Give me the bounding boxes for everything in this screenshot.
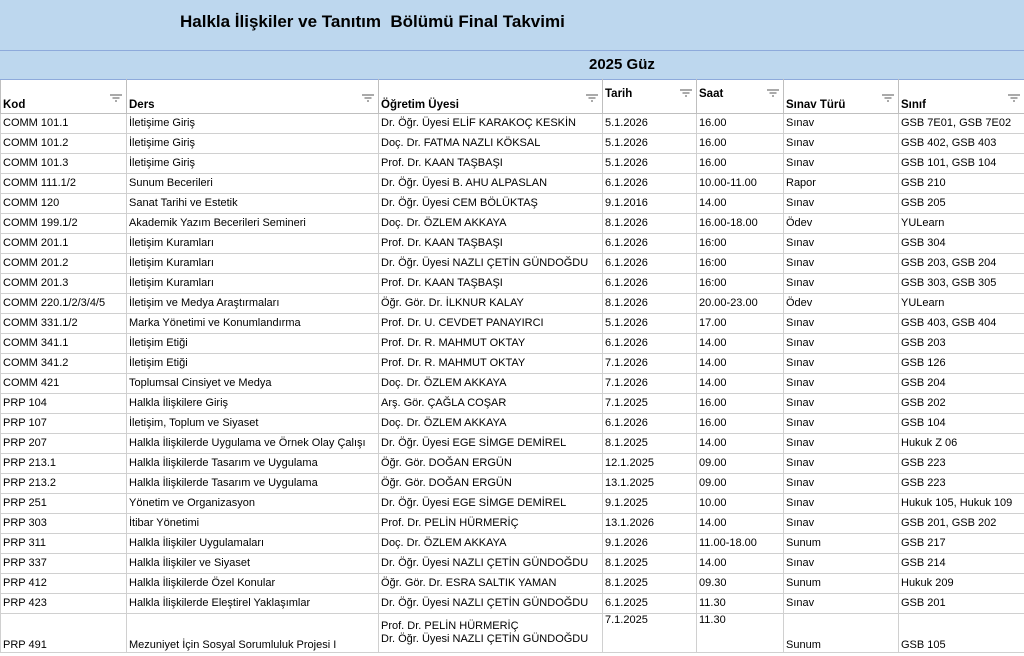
cell-sinif[interactable]: GSB 7E01, GSB 7E02 (899, 114, 1024, 134)
cell-ders[interactable]: Halkla İlişkilere Giriş (127, 394, 379, 414)
table-row (1, 254, 1024, 274)
cell-saat[interactable]: 09.30 (697, 574, 784, 594)
cell-tarih[interactable]: 5.1.2026 (603, 134, 697, 154)
cell-tarih[interactable]: 6.1.2026 (603, 274, 697, 294)
header-tarih[interactable]: Tarih (603, 80, 697, 114)
cell-saat[interactable]: 14.00 (697, 374, 784, 394)
page-title: Halkla İlişkiler ve Tanıtım Bölümü Final Takvimi (180, 12, 565, 31)
instructor-line: Prof. Dr. PELİN HÜRMERİÇ (381, 620, 519, 632)
cell-ders[interactable]: İletişim ve Medya Araştırmaları (127, 294, 379, 314)
cell-kod[interactable]: PRP 337 (1, 554, 127, 574)
cell-sinif[interactable]: GSB 223 (899, 474, 1024, 494)
cell-saat[interactable]: 11.30 (697, 594, 784, 614)
cell-kod[interactable]: COMM 120 (1, 194, 127, 214)
cell-sinav-turu[interactable]: Sınav (784, 414, 899, 434)
table-row (1, 294, 1024, 314)
cell-ogretim-uyesi[interactable]: Doç. Dr. ÖZLEM AKKAYA (379, 214, 603, 234)
cell-sinav-turu[interactable]: Rapor (784, 174, 899, 194)
cell-kod[interactable]: PRP 107 (1, 414, 127, 434)
cell-ders[interactable]: Halkla İlişkilerde Uygulama ve Örnek Olay Çalışı (127, 434, 379, 454)
header-row (1, 80, 1024, 114)
cell-ders[interactable]: İletişim Kuramları (127, 254, 379, 274)
cell-tarih[interactable]: 6.1.2025 (603, 594, 697, 614)
cell-sinif[interactable]: GSB 203 (899, 334, 1024, 354)
cell-sinav-turu[interactable]: Sınav (784, 254, 899, 274)
cell-tarih[interactable]: 5.1.2026 (603, 154, 697, 174)
cell-ders[interactable]: İletişim Kuramları (127, 234, 379, 254)
cell-sinif[interactable]: GSB 304 (899, 234, 1024, 254)
cell-sinif[interactable]: GSB 214 (899, 554, 1024, 574)
cell-kod[interactable]: PRP 213.2 (1, 474, 127, 494)
cell-tarih[interactable]: 6.1.2026 (603, 414, 697, 434)
cell-ders[interactable]: İletişime Giriş (127, 114, 379, 134)
table-row (1, 154, 1024, 174)
cell-saat[interactable]: 14.00 (697, 554, 784, 574)
table-row (1, 114, 1024, 134)
cell-sinif[interactable]: YULearn (899, 214, 1024, 234)
cell-ders[interactable]: Toplumsal Cinsiyet ve Medya (127, 374, 379, 394)
cell-tarih[interactable]: 9.1.2016 (603, 194, 697, 214)
cell-kod[interactable]: PRP 251 (1, 494, 127, 514)
table-row (1, 414, 1024, 434)
cell-saat[interactable]: 14.00 (697, 354, 784, 374)
cell-sinif[interactable]: GSB 105 (899, 614, 1024, 653)
cell-ders[interactable]: Yönetim ve Organizasyon (127, 494, 379, 514)
cell-kod[interactable]: COMM 199.1/2 (1, 214, 127, 234)
cell-tarih[interactable]: 12.1.2025 (603, 454, 697, 474)
cell-saat[interactable]: 16.00 (697, 114, 784, 134)
cell-saat[interactable]: 16:00 (697, 274, 784, 294)
cell-tarih[interactable]: 6.1.2026 (603, 254, 697, 274)
cell-saat[interactable]: 16.00 (697, 154, 784, 174)
cell-ogretim-uyesi[interactable]: Dr. Öğr. Üyesi ELİF KARAKOÇ KESKİN (379, 114, 603, 134)
table-row (1, 574, 1024, 594)
cell-kod[interactable]: COMM 421 (1, 374, 127, 394)
table-row (1, 134, 1024, 154)
cell-kod[interactable]: COMM 341.1 (1, 334, 127, 354)
cell-sinif[interactable]: GSB 217 (899, 534, 1024, 554)
cell-ders[interactable]: Halkla İlişkiler Uygulamaları (127, 534, 379, 554)
cell-saat[interactable]: 09.00 (697, 474, 784, 494)
cell-kod[interactable]: COMM 220.1/2/3/4/5 (1, 294, 127, 314)
semester-label: 2025 Güz (589, 56, 655, 73)
cell-sinav-turu[interactable]: Ödev (784, 294, 899, 314)
cell-ogretim-uyesi[interactable]: Prof. Dr. R. MAHMUT OKTAY (379, 354, 603, 374)
cell-kod[interactable]: COMM 101.2 (1, 134, 127, 154)
filter-icon[interactable] (110, 94, 122, 102)
cell-sinav-turu[interactable]: Sınav (784, 234, 899, 254)
cell-saat[interactable]: 16.00-18.00 (697, 214, 784, 234)
cell-ders[interactable]: İletişime Giriş (127, 154, 379, 174)
cell-tarih[interactable]: 7.1.2025 (603, 614, 697, 653)
table-row (1, 234, 1024, 254)
cell-ogretim-uyesi[interactable]: Arş. Gör. ÇAĞLA COŞAR (379, 394, 603, 414)
cell-ogretim-uyesi[interactable] (379, 614, 603, 653)
cell-sinav-turu[interactable]: Sınav (784, 134, 899, 154)
instructor-line: Dr. Öğr. Üyesi NAZLI ÇETİN GÜNDOĞDU (381, 633, 589, 645)
cell-ders[interactable]: İletişim Etiği (127, 354, 379, 374)
cell-kod[interactable]: PRP 104 (1, 394, 127, 414)
cell-sinif[interactable]: Hukuk Z 06 (899, 434, 1024, 454)
cell-ogretim-uyesi[interactable]: Dr. Öğr. Üyesi NAZLI ÇETİN GÜNDOĞDU (379, 254, 603, 274)
table-row (1, 594, 1024, 614)
title-band (0, 0, 1024, 51)
cell-ders[interactable]: Halkla İlişkilerde Tasarım ve Uygulama (127, 474, 379, 494)
cell-sinav-turu[interactable]: Sunum (784, 534, 899, 554)
cell-sinav-turu[interactable]: Sınav (784, 194, 899, 214)
cell-ogretim-uyesi[interactable]: Öğr. Gör. Dr. İLKNUR KALAY (379, 294, 603, 314)
cell-saat[interactable]: 16:00 (697, 254, 784, 274)
cell-ders[interactable]: Marka Yönetimi ve Konumlandırma (127, 314, 379, 334)
table-row (1, 494, 1024, 514)
table-row (1, 434, 1024, 454)
cell-saat[interactable]: 14.00 (697, 434, 784, 454)
cell-ogretim-uyesi[interactable]: Dr. Öğr. Üyesi NAZLI ÇETİN GÜNDOĞDU (379, 594, 603, 614)
cell-kod[interactable]: PRP 207 (1, 434, 127, 454)
cell-ders[interactable]: İletişime Giriş (127, 134, 379, 154)
header-kod[interactable]: Kod (1, 80, 127, 114)
table-row (1, 474, 1024, 494)
header-saat[interactable]: Saat (697, 80, 784, 114)
cell-tarih[interactable]: 9.1.2026 (603, 534, 697, 554)
cell-saat[interactable]: 20.00-23.00 (697, 294, 784, 314)
cell-tarih[interactable]: 6.1.2026 (603, 174, 697, 194)
cell-sinav-turu[interactable]: Sınav (784, 434, 899, 454)
filter-icon[interactable] (680, 89, 692, 97)
table-row (1, 174, 1024, 194)
cell-tarih[interactable]: 5.1.2026 (603, 314, 697, 334)
cell-ogretim-uyesi[interactable]: Dr. Öğr. Üyesi B. AHU ALPASLAN (379, 174, 603, 194)
cell-ders[interactable]: Sunum Becerileri (127, 174, 379, 194)
table-row (1, 394, 1024, 414)
cell-saat[interactable]: 10.00 (697, 494, 784, 514)
cell-sinif[interactable]: GSB 204 (899, 374, 1024, 394)
cell-tarih[interactable]: 8.1.2025 (603, 574, 697, 594)
cell-kod[interactable]: COMM 201.1 (1, 234, 127, 254)
cell-ogretim-uyesi[interactable]: Dr. Öğr. Üyesi EGE SİMGE DEMİREL (379, 434, 603, 454)
cell-sinif[interactable]: Hukuk 105, Hukuk 109 (899, 494, 1024, 514)
cell-kod[interactable]: PRP 412 (1, 574, 127, 594)
cell-sinav-turu[interactable]: Sınav (784, 114, 899, 134)
cell-saat[interactable]: 14.00 (697, 334, 784, 354)
cell-sinif[interactable]: GSB 201, GSB 202 (899, 514, 1024, 534)
cell-sinav-turu[interactable]: Sınav (784, 514, 899, 534)
cell-ogretim-uyesi[interactable]: Doç. Dr. ÖZLEM AKKAYA (379, 414, 603, 434)
cell-ogretim-uyesi[interactable]: Dr. Öğr. Üyesi NAZLI ÇETİN GÜNDOĞDU (379, 554, 603, 574)
table-row (1, 194, 1024, 214)
cell-kod[interactable]: COMM 111.1/2 (1, 174, 127, 194)
cell-ogretim-uyesi[interactable]: Prof. Dr. PELİN HÜRMERİÇ (379, 514, 603, 534)
cell-tarih[interactable]: 13.1.2026 (603, 514, 697, 534)
filter-icon[interactable] (586, 94, 598, 102)
cell-kod[interactable]: PRP 491 (1, 614, 127, 653)
cell-saat[interactable]: 16.00 (697, 394, 784, 414)
cell-saat[interactable]: 09.00 (697, 454, 784, 474)
cell-kod[interactable]: COMM 101.3 (1, 154, 127, 174)
cell-sinav-turu[interactable]: Sunum (784, 574, 899, 594)
cell-saat[interactable]: 14.00 (697, 194, 784, 214)
exam-schedule-table (0, 79, 1024, 653)
cell-sinav-turu[interactable]: Sunum (784, 614, 899, 653)
cell-sinav-turu[interactable]: Sınav (784, 274, 899, 294)
cell-ogretim-uyesi[interactable]: Doç. Dr. ÖZLEM AKKAYA (379, 374, 603, 394)
table-body (1, 114, 1024, 653)
cell-sinav-turu[interactable]: Ödev (784, 214, 899, 234)
cell-sinif[interactable]: GSB 303, GSB 305 (899, 274, 1024, 294)
cell-kod[interactable]: COMM 341.2 (1, 354, 127, 374)
cell-sinif[interactable]: GSB 403, GSB 404 (899, 314, 1024, 334)
semester-band (0, 51, 1024, 80)
cell-kod[interactable]: COMM 201.3 (1, 274, 127, 294)
cell-saat[interactable]: 16.00 (697, 134, 784, 154)
cell-ders[interactable]: İletişim Kuramları (127, 274, 379, 294)
cell-sinav-turu[interactable]: Sınav (784, 494, 899, 514)
cell-ders[interactable]: Akademik Yazım Becerileri Semineri (127, 214, 379, 234)
cell-sinif[interactable]: GSB 203, GSB 204 (899, 254, 1024, 274)
table-row (1, 354, 1024, 374)
cell-sinif[interactable]: GSB 201 (899, 594, 1024, 614)
header-ders[interactable]: Ders (127, 80, 379, 114)
cell-kod[interactable]: COMM 101.1 (1, 114, 127, 134)
header-ogretim-uyesi[interactable]: Öğretim Üyesi (379, 80, 603, 114)
cell-ders[interactable]: İtibar Yönetimi (127, 514, 379, 534)
table-row (1, 274, 1024, 294)
cell-kod[interactable]: PRP 423 (1, 594, 127, 614)
cell-ogretim-uyesi[interactable]: Doç. Dr. ÖZLEM AKKAYA (379, 534, 603, 554)
cell-sinif[interactable]: GSB 126 (899, 354, 1024, 374)
cell-saat[interactable]: 11.00-18.00 (697, 534, 784, 554)
cell-kod[interactable]: PRP 311 (1, 534, 127, 554)
cell-saat[interactable]: 16:00 (697, 234, 784, 254)
cell-sinav-turu[interactable]: Sınav (784, 334, 899, 354)
cell-sinav-turu[interactable]: Sınav (784, 354, 899, 374)
cell-sinif[interactable]: GSB 205 (899, 194, 1024, 214)
cell-tarih[interactable]: 8.1.2025 (603, 554, 697, 574)
cell-sinav-turu[interactable]: Sınav (784, 374, 899, 394)
cell-ogretim-uyesi[interactable]: Prof. Dr. KAAN TAŞBAŞI (379, 234, 603, 254)
cell-sinav-turu[interactable]: Sınav (784, 314, 899, 334)
cell-tarih[interactable]: 13.1.2025 (603, 474, 697, 494)
table-row (1, 534, 1024, 554)
cell-sinif[interactable]: GSB 210 (899, 174, 1024, 194)
cell-sinav-turu[interactable]: Sınav (784, 594, 899, 614)
table-row (1, 314, 1024, 334)
cell-sinif[interactable]: GSB 202 (899, 394, 1024, 414)
cell-sinav-turu[interactable]: Sınav (784, 394, 899, 414)
cell-sinif[interactable]: GSB 402, GSB 403 (899, 134, 1024, 154)
cell-tarih[interactable]: 8.1.2026 (603, 214, 697, 234)
cell-ogretim-uyesi[interactable]: Öğr. Gör. DOĞAN ERGÜN (379, 454, 603, 474)
filter-icon[interactable] (362, 94, 374, 102)
cell-saat[interactable]: 16.00 (697, 414, 784, 434)
cell-ogretim-uyesi[interactable]: Öğr. Gör. Dr. ESRA SALTIK YAMAN (379, 574, 603, 594)
cell-tarih[interactable]: 6.1.2026 (603, 334, 697, 354)
cell-ders[interactable]: Halkla İlişkilerde Eleştirel Yaklaşımlar (127, 594, 379, 614)
cell-sinav-turu[interactable]: Sınav (784, 554, 899, 574)
table-row (1, 614, 1024, 653)
cell-tarih[interactable]: 9.1.2025 (603, 494, 697, 514)
table-row (1, 334, 1024, 354)
table-row (1, 554, 1024, 574)
table-row (1, 454, 1024, 474)
cell-saat[interactable]: 14.00 (697, 514, 784, 534)
cell-saat[interactable]: 17.00 (697, 314, 784, 334)
cell-sinav-turu[interactable]: Sınav (784, 454, 899, 474)
cell-ders[interactable]: Halkla İlişkiler ve Siyaset (127, 554, 379, 574)
table-row (1, 214, 1024, 234)
header-sinif[interactable]: Sınıf (899, 80, 1024, 114)
cell-sinif[interactable]: YULearn (899, 294, 1024, 314)
cell-ogretim-uyesi[interactable]: Prof. Dr. U. CEVDET PANAYIRCI (379, 314, 603, 334)
cell-tarih[interactable]: 6.1.2026 (603, 234, 697, 254)
cell-sinif[interactable]: GSB 104 (899, 414, 1024, 434)
cell-tarih[interactable]: 8.1.2025 (603, 434, 697, 454)
cell-saat[interactable]: 11.30 (697, 614, 784, 653)
cell-ogretim-uyesi[interactable]: Doç. Dr. FATMA NAZLI KÖKSAL (379, 134, 603, 154)
cell-kod[interactable]: PRP 213.1 (1, 454, 127, 474)
cell-tarih[interactable]: 7.1.2025 (603, 394, 697, 414)
cell-ogretim-uyesi[interactable]: Öğr. Gör. DOĞAN ERGÜN (379, 474, 603, 494)
cell-ogretim-uyesi[interactable]: Prof. Dr. KAAN TAŞBAŞI (379, 154, 603, 174)
cell-tarih[interactable]: 7.1.2026 (603, 354, 697, 374)
cell-ders[interactable]: Halkla İlişkilerde Tasarım ve Uygulama (127, 454, 379, 474)
cell-ogretim-uyesi[interactable]: Prof. Dr. KAAN TAŞBAŞI (379, 274, 603, 294)
cell-sinif[interactable]: GSB 223 (899, 454, 1024, 474)
cell-ders[interactable]: İletişim Etiği (127, 334, 379, 354)
filter-icon[interactable] (882, 94, 894, 102)
cell-kod[interactable]: PRP 303 (1, 514, 127, 534)
header-sinav-turu[interactable]: Sınav Türü (784, 80, 899, 114)
filter-icon[interactable] (767, 89, 779, 97)
cell-ogretim-uyesi[interactable]: Dr. Öğr. Üyesi CEM BÖLÜKTAŞ (379, 194, 603, 214)
cell-kod[interactable]: COMM 201.2 (1, 254, 127, 274)
cell-sinav-turu[interactable]: Sınav (784, 154, 899, 174)
cell-sinav-turu[interactable]: Sınav (784, 474, 899, 494)
filter-icon[interactable] (1008, 94, 1020, 102)
cell-tarih[interactable]: 5.1.2026 (603, 114, 697, 134)
table-row (1, 514, 1024, 534)
table-row (1, 374, 1024, 394)
cell-ders[interactable]: Sanat Tarihi ve Estetik (127, 194, 379, 214)
cell-ogretim-uyesi[interactable]: Prof. Dr. R. MAHMUT OKTAY (379, 334, 603, 354)
cell-ogretim-uyesi[interactable]: Dr. Öğr. Üyesi EGE SİMGE DEMİREL (379, 494, 603, 514)
cell-sinif[interactable]: GSB 101, GSB 104 (899, 154, 1024, 174)
cell-ders[interactable]: İletişim, Toplum ve Siyaset (127, 414, 379, 434)
cell-saat[interactable]: 10.00-11.00 (697, 174, 784, 194)
cell-tarih[interactable]: 7.1.2026 (603, 374, 697, 394)
cell-ders[interactable]: Halkla İlişkilerde Özel Konular (127, 574, 379, 594)
cell-kod[interactable]: COMM 331.1/2 (1, 314, 127, 334)
cell-ders[interactable]: Mezuniyet İçin Sosyal Sorumluluk Projesi I (127, 614, 379, 653)
cell-tarih[interactable]: 8.1.2026 (603, 294, 697, 314)
cell-sinif[interactable]: Hukuk 209 (899, 574, 1024, 594)
